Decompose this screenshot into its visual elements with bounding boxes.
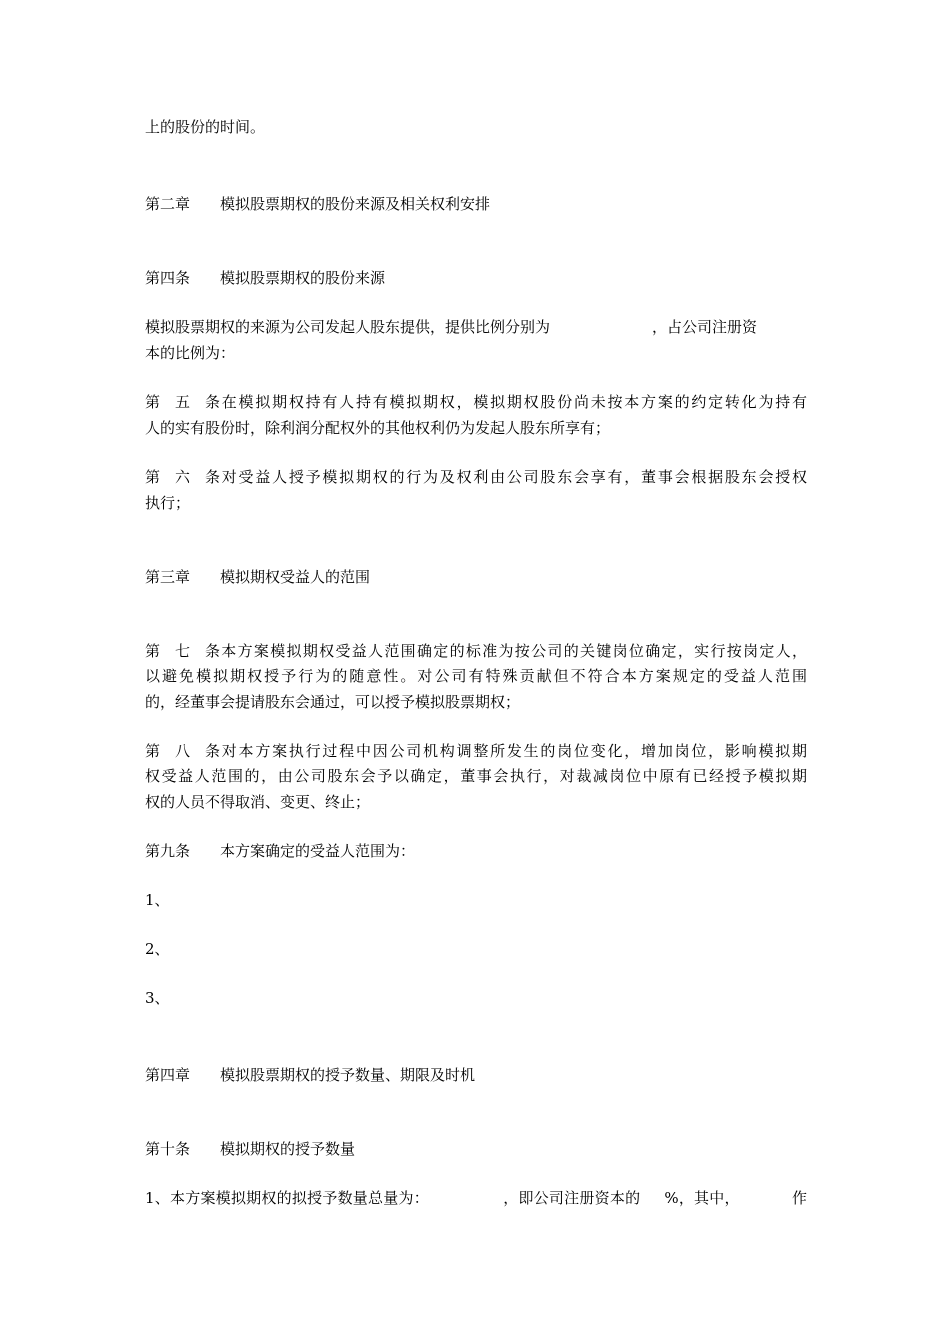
chapter-heading [145,567,807,587]
article-paragraph: 第六条对受益人授予模拟期权的行为及权利由公司股东会享有，董事会根据股东会授权 [145,468,807,486]
text-line: 本的比例为： [145,344,236,362]
list-item: 3、 [145,989,170,1007]
list-item: 2、 [145,940,170,958]
article-number: 第四条 [145,269,191,287]
text-line: 1、本方案模拟期权的拟授予数量总量为： ，即公司注册资本的 %，其中， 作 [145,1189,807,1207]
text-line: 权的人员不得取消、变更、终止； [145,793,371,811]
article-number: 第九条 [145,842,191,860]
text-line: 以避免模拟期权授予行为的随意性。对公司有特殊贡献但不符合本方案规定的受益人范围 [145,667,807,685]
article-paragraph: 第八条对本方案执行过程中因公司机构调整所发生的岗位变化，增加岗位，影响模拟期 [145,742,807,760]
article-number: 第八条 [145,742,220,760]
article-title: 模拟股票期权的股份来源 [220,269,386,287]
chapter-number: 第四章 [145,1066,191,1084]
article-paragraph: 第五条在模拟期权持有人持有模拟期权，模拟期权股份尚未按本方案的约定转化为持有 [145,393,807,411]
chapter-heading [145,1065,807,1085]
article-number: 第五条 [145,393,220,411]
article-number: 第六条 [145,468,220,486]
chapter-heading [145,194,807,214]
chapter-title: 模拟股票期权的股份来源及相关权利安排 [220,195,491,213]
article-heading: 第九条 本方案确定的受益人范围为： [145,842,416,860]
article-number: 第十条 [145,1140,191,1158]
text-line: 模拟股票期权的来源为公司发起人股东提供，提供比例分别为 ，占公司注册资 [145,318,758,336]
chapter-title: 模拟股票期权的授予数量、期限及时机 [220,1066,476,1084]
article-paragraph: 第七条本方案模拟期权受益人范围确定的标准为按公司的关键岗位确定，实行按岗定人， [145,642,807,660]
chapter-number: 第二章 [145,195,191,213]
text-line: 的，经董事会提请股东会通过，可以授予模拟股票期权； [145,693,521,711]
list-item: 1、 [145,891,170,909]
chapter-title: 模拟期权受益人的范围 [220,568,371,586]
article-heading [145,268,807,288]
chapter-number: 第三章 [145,568,191,586]
text-line: 权受益人范围的，由公司股东会予以确定，董事会执行，对裁减岗位中原有已经授予模拟期 [145,767,807,785]
article-number: 第七条 [145,642,220,660]
text-line: 执行； [145,494,191,512]
text-line: 人的实有股份时，除利润分配权外的其他权利仍为发起人股东所享有； [145,419,611,437]
article-heading: 第十条 模拟期权的授予数量 [145,1140,356,1158]
text-line: 上的股份的时间。 [145,118,266,136]
